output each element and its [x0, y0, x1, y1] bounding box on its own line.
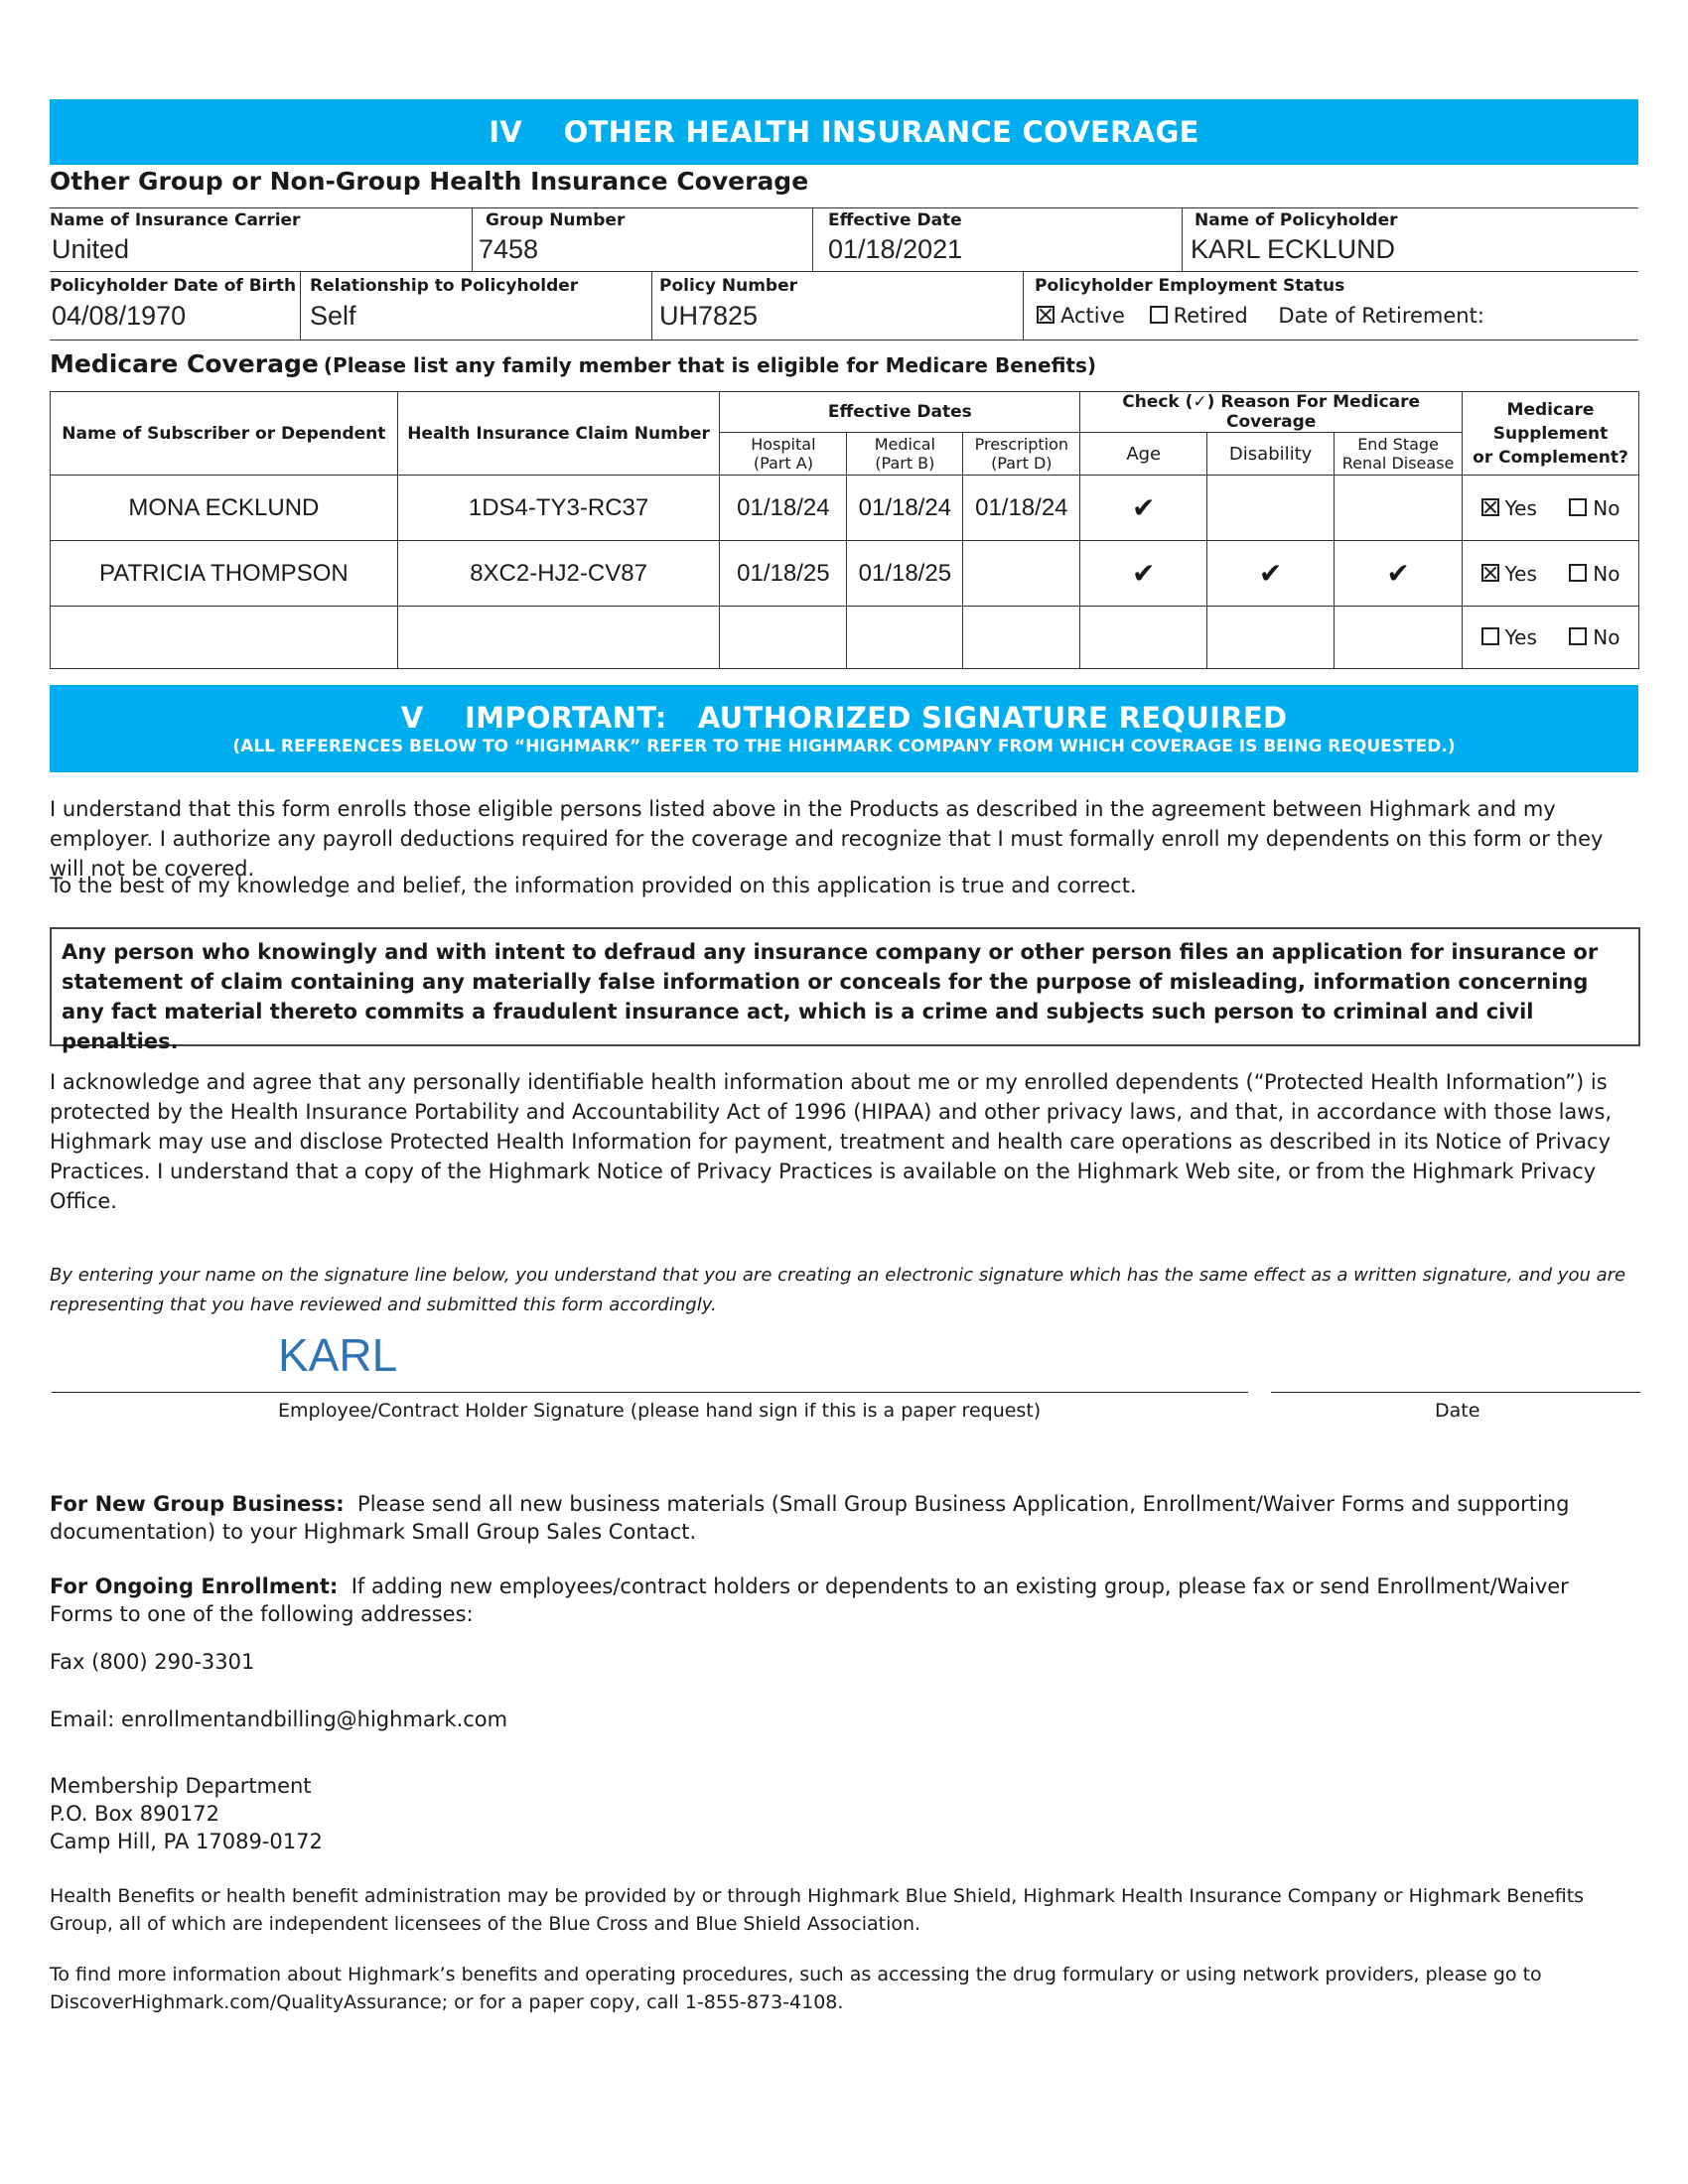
section-v-subtitle: (ALL REFERENCES BELOW TO “HIGHMARK” REFER TO THE HIGHMARK COMPANY FROM WHICH COVERAGE IS BEING REQUESTED.)	[232, 737, 1456, 756]
effective-date-label: Effective Date	[828, 210, 962, 230]
esrd-check-cell[interactable]	[1335, 607, 1463, 669]
claim-number-cell[interactable]: 8XC2-HJ2-CV87	[397, 541, 720, 607]
effective-date-field[interactable]: 01/18/2021	[828, 234, 963, 264]
table-row	[51, 607, 1639, 669]
employment-status-label: Policyholder Employment Status	[1035, 276, 1345, 296]
col-medical-header: Medical (Part B)	[847, 433, 963, 476]
signature-field[interactable]: KARL	[278, 1329, 398, 1381]
medical-date-cell[interactable]: 01/18/25	[847, 541, 963, 607]
supplement-yes-checkbox[interactable]	[1481, 498, 1499, 516]
col-hospital-header: Hospital (Part A)	[720, 433, 847, 476]
col-effective-header: Effective Dates	[720, 392, 1080, 433]
table-row	[51, 476, 1639, 541]
subscriber-name-cell[interactable]: PATRICIA THOMPSON	[51, 541, 398, 607]
subscriber-name-cell[interactable]	[51, 607, 398, 669]
divider	[50, 271, 1638, 272]
fraud-warning: Any person who knowingly and with intent to defraud any insurance company or other person files an application for insurance or statement of claim containing any materially false information or conceals for the purpose of misleading, information concerning any fact material thereto commits a fraudulent insurance act, which is a crime and subjects such person to criminal and civil penalties.	[50, 927, 1640, 1046]
disability-check-cell[interactable]	[1207, 476, 1335, 541]
esrd-check-cell[interactable]: ✔	[1335, 541, 1463, 607]
col-supplement-header: Medicare Supplement or Complement?	[1463, 392, 1639, 476]
supplement-no-checkbox[interactable]	[1569, 498, 1587, 516]
dob-label: Policyholder Date of Birth	[50, 276, 297, 296]
signature-caption: Employee/Contract Holder Signature (please hand sign if this is a paper request)	[278, 1400, 1042, 1422]
medical-date-cell[interactable]: 01/18/24	[847, 476, 963, 541]
ongoing-enrollment: For Ongoing Enrollment: If adding new employees/contract holders or dependents to an existing group, please fax or send Enrollment/Waiver Forms to one of the following addresses:	[50, 1574, 1569, 1626]
carrier-field[interactable]: United	[52, 234, 130, 264]
esignature-note: By entering your name on the signature line below, you understand that you are creating an electronic signature which has the same effect as a written signature, and you are representing that you have reviewed and submitted this form accordingly.	[50, 1265, 1626, 1315]
active-checkbox[interactable]	[1037, 306, 1055, 324]
relationship-label: Relationship to Policyholder	[310, 276, 579, 296]
prescription-date-cell[interactable]: 01/18/24	[963, 476, 1080, 541]
age-check-cell[interactable]: ✔	[1080, 541, 1207, 607]
supplement-cell: Yes No	[1463, 541, 1639, 607]
hospital-date-cell[interactable]: 01/18/24	[720, 476, 847, 541]
employment-status-group	[1037, 304, 1484, 328]
retired-label: Retired	[1173, 304, 1248, 328]
prescription-date-cell[interactable]	[963, 541, 1080, 607]
relationship-field[interactable]: Self	[310, 301, 356, 331]
age-check-cell[interactable]: ✔	[1080, 476, 1207, 541]
medicare-table	[50, 391, 1639, 669]
truth-statement: To the best of my knowledge and belief, the information provided on this application is true and correct.	[50, 874, 1137, 897]
table-row	[51, 541, 1639, 607]
group-number-field[interactable]: 7458	[479, 234, 539, 264]
medicare-heading: Medicare Coverage (Please list any family member that is eligible for Medicare Benefits)	[50, 349, 1097, 378]
claim-number-cell[interactable]: 1DS4-TY3-RC37	[397, 476, 720, 541]
section-v-title: V IMPORTANT: AUTHORIZED SIGNATURE REQUIRED	[400, 701, 1288, 735]
section-v-banner	[50, 685, 1638, 772]
prescription-date-cell[interactable]	[963, 607, 1080, 669]
hipaa-paragraph: I acknowledge and agree that any personally identifiable health information about me or my enrolled dependents (“Protected Health Information”) is protected by the Health Insurance Portability and Accountability Act of 1996 (HIPAA) and other privacy laws, and that, in accordance with those laws, Highmark may use and disclose Protected Health Information for payment, treatment and health care operations as described in its Notice of Privacy Practices. I understand that a copy of the Highmark Notice of Privacy Practices is available on the Highmark Web site, or from the Highmark Privacy Office.	[50, 1070, 1613, 1213]
benefits-disclaimer: Health Benefits or health benefit administration may be provided by or through Highmark Blue Shield, Highmark Health Insurance Company or Highmark Benefits Group, all of which are independent licensees of the Blue Cross and Blue Shield Association.	[50, 1885, 1585, 1935]
active-label: Active	[1060, 304, 1125, 328]
supplement-no-checkbox[interactable]	[1569, 564, 1587, 582]
dob-field[interactable]: 04/08/1970	[52, 301, 187, 331]
esrd-check-cell[interactable]	[1335, 476, 1463, 541]
quality-assurance-note: To find more information about Highmark’s benefits and operating procedures, such as accessing the drug formulary or using network providers, please go to DiscoverHighmark.com/QualityAssurance; or for a paper copy, call 1-855-873-4108.	[50, 1964, 1542, 2013]
hospital-date-cell[interactable]	[720, 607, 847, 669]
medical-date-cell[interactable]	[847, 607, 963, 669]
supplement-no-checkbox[interactable]	[1569, 627, 1587, 645]
new-group-business: For New Group Business: Please send all new business materials (Small Group Business Application, Enrollment/Waiver Forms and supporting documentation) to your Highmark Small Group Sales Contact.	[50, 1492, 1570, 1544]
supplement-yes-checkbox[interactable]	[1481, 627, 1499, 645]
col-esrd-header: End Stage Renal Disease	[1335, 433, 1463, 476]
other-coverage-subtitle: Other Group or Non-Group Health Insurance Coverage	[50, 167, 809, 196]
col-name-header: Name of Subscriber or Dependent	[51, 392, 398, 476]
enrollment-paragraph: I understand that this form enrolls those eligible persons listed above in the Products as described in the agreement between Highmark and my employer. I authorize any payroll deductions required for the coverage and recognize that I must formally enroll my dependents on this form or they will not be covered.	[50, 797, 1604, 881]
policy-number-field[interactable]: UH7825	[659, 301, 759, 331]
divider	[50, 207, 1638, 208]
policyholder-name-field[interactable]: KARL ECKLUND	[1191, 234, 1396, 264]
group-number-label: Group Number	[486, 210, 626, 230]
col-age-header: Age	[1080, 433, 1207, 476]
section-iv-banner	[50, 99, 1638, 165]
col-claim-header: Health Insurance Claim Number	[397, 392, 720, 476]
supplement-cell: Yes No	[1463, 476, 1639, 541]
disability-check-cell[interactable]	[1207, 607, 1335, 669]
email-address[interactable]: Email: enrollmentandbilling@highmark.com	[50, 1707, 508, 1731]
date-caption: Date	[1435, 1400, 1480, 1422]
retirement-date-label: Date of Retirement:	[1278, 304, 1484, 328]
fax-number: Fax (800) 290-3301	[50, 1650, 255, 1674]
supplement-yes-checkbox[interactable]	[1481, 564, 1499, 582]
policyholder-name-label: Name of Policyholder	[1195, 210, 1398, 230]
disability-check-cell[interactable]: ✔	[1207, 541, 1335, 607]
date-line	[1271, 1392, 1640, 1393]
divider	[50, 340, 1638, 341]
claim-number-cell[interactable]	[397, 607, 720, 669]
subscriber-name-cell[interactable]: MONA ECKLUND	[51, 476, 398, 541]
retired-checkbox[interactable]	[1150, 306, 1168, 324]
supplement-cell: Yes No	[1463, 607, 1639, 669]
signature-line	[52, 1392, 1248, 1393]
hospital-date-cell[interactable]: 01/18/25	[720, 541, 847, 607]
col-prescription-header: Prescription (Part D)	[963, 433, 1080, 476]
age-check-cell[interactable]	[1080, 607, 1207, 669]
policy-number-label: Policy Number	[659, 276, 797, 296]
col-disability-header: Disability	[1207, 433, 1335, 476]
carrier-label: Name of Insurance Carrier	[50, 210, 301, 230]
col-reason-header: Check (✓) Reason For Medicare Coverage	[1080, 392, 1463, 433]
section-iv-title: IV OTHER HEALTH INSURANCE COVERAGE	[489, 115, 1199, 149]
mailing-address: Membership Department P.O. Box 890172 Camp Hill, PA 17089-0172	[50, 1774, 323, 1853]
